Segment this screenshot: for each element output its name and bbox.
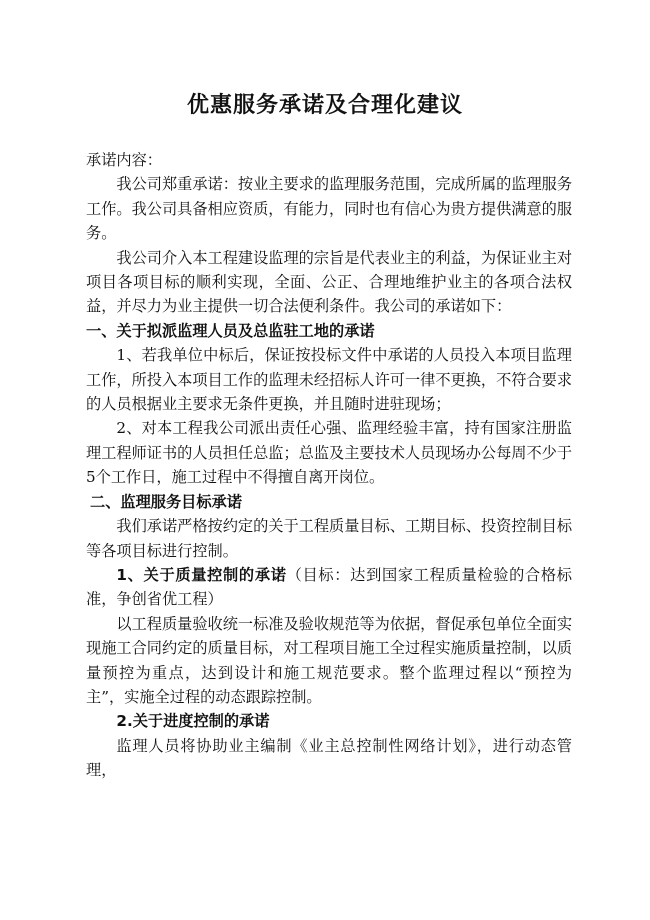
document-title: 优惠服务承诺及合理化建议 (186, 93, 463, 118)
quality-control-paragraph (86, 563, 572, 612)
quality-control-body: 以工程质量验收统一标准及验收规范等为依据，督促承包单位全面实现施工合同约定的质量目标，对工程项目施工全过程实施质量控制，以质量预控为重点，达到设计和施工规范要求。整个监理过程以“预控为主”，实施全过程的动态跟踪控制。 (86, 614, 573, 706)
section-1-item-2: 2、对本工程我公司派出责任心强、监理经验丰富，持有国家注册监理工程师证书的人员担任总监；总监及主要技术人员现场办公每周不少于5个工作日，施工过程中不得擅自离开岗位。 (86, 419, 572, 487)
paragraph-purpose: 我公司介入本工程建设监理的宗旨是代表业主的利益，为保证业主对项目各项目标的顺利实现，全面、公正、合理地维护业主的各项合法权益，并尽力为业主提供一切合法便利条件。我公司的承诺如下： (86, 248, 573, 316)
section-1-heading: 一、关于拟派监理人员及总监驻工地的承诺 (86, 321, 375, 340)
schedule-control-body: 监理人员将协助业主编制《业主总控制性网络计划》，进行动态管理， (86, 736, 572, 780)
section-1-item-1: 1、若我单位中标后，保证按投标文件中承诺的人员投入本项目监理工作，所投入本项目工作的监理未经招标人许可一律不更换，不符合要求的人员根据业主要求无条件更换，并且随时进驻现场； (86, 346, 572, 414)
section-2-intro: 我们承诺严格按约定的关于工程质量目标、工期目标、投资控制目标等各项目标进行控制。 (86, 517, 573, 560)
quality-control-note: （目标：达到国家工程质量检验的合格标准，争创省优工程） (86, 565, 572, 609)
schedule-control-heading: 2.关于进度控制的承诺 (116, 712, 270, 731)
commitment-label: 承诺内容： (86, 151, 162, 169)
section-2-heading: 二、监理服务目标承诺 (90, 492, 242, 511)
paragraph-commitment: 我公司郑重承诺：按业主要求的监理服务范围，完成所属的监理服务工作。我公司具备相应资质，有能力，同时也有信心为贵方提供满意的服务。 (86, 175, 573, 243)
document-body (86, 148, 572, 783)
quality-control-heading: 1、关于质量控制的承诺 (116, 565, 287, 584)
